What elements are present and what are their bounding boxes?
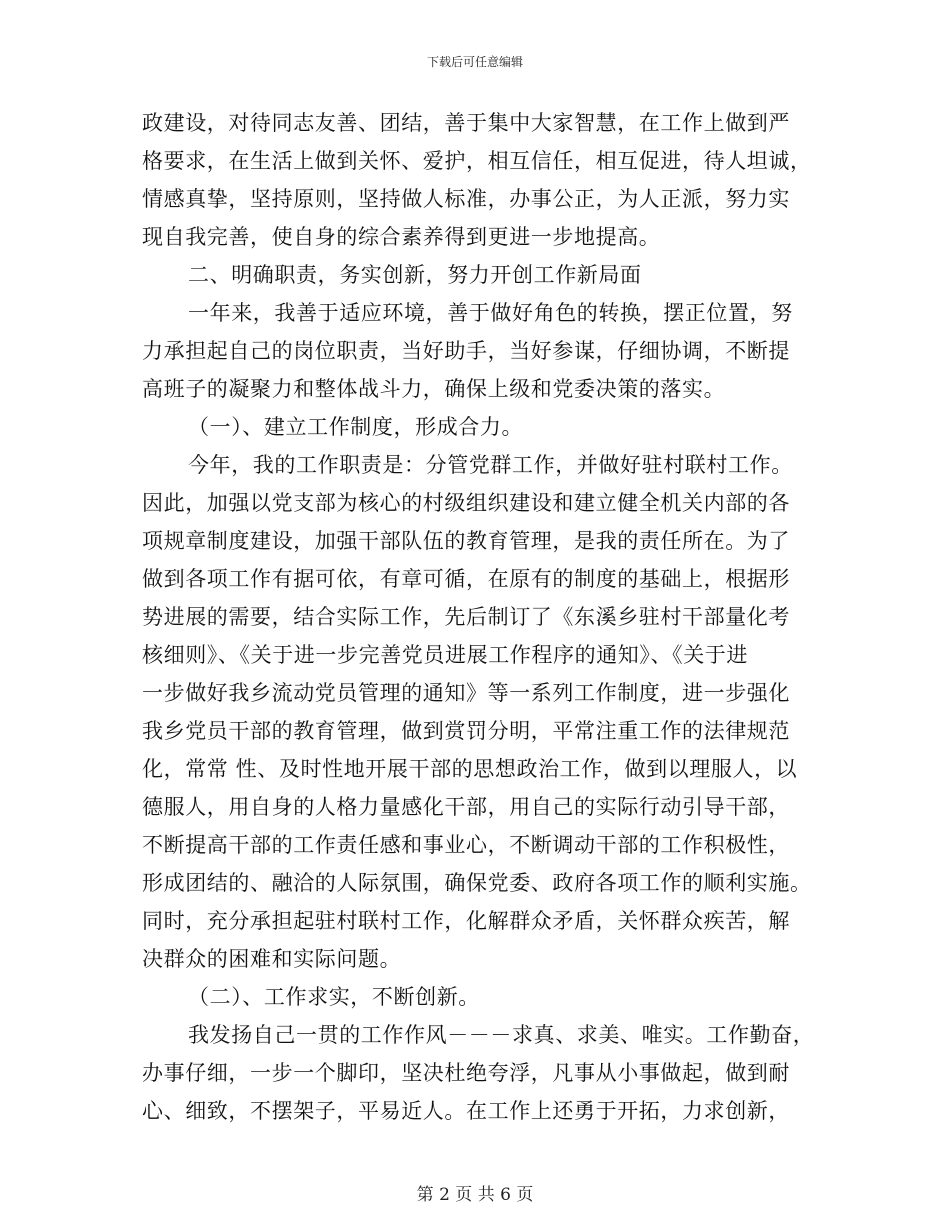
page-header: 下载后可任意编辑	[426, 55, 523, 69]
text-line: 办事仔细，一步一个脚印，坚决杜绝夸浮，凡事从小事做起，做到耐	[142, 1061, 790, 1085]
text-line: 化，常常 性、及时性地开展干部的思想政治工作，做到以理服人，以	[142, 757, 798, 781]
page-footer: 第 2 页 共 6 页	[416, 1185, 534, 1205]
text-line: 德服人，用自身的人格力量感化干部，用自己的实际行动引导干部，	[142, 795, 790, 819]
text-line: 力承担起自己的岗位职责，当好助手，当好参谋，仔细协调，不断提	[142, 339, 790, 363]
text-line: 现自我完善，使自身的综合素养得到更进一步地提高。	[142, 225, 661, 249]
text-line: 项规章制度建设，加强干部队伍的教育管理，是我的责任所在。为了	[142, 529, 790, 553]
text-line: 形成团结的、融洽的人际氛围，确保党委、政府各项工作的顺利实施。	[142, 871, 812, 895]
text-line: 因此，加强以党支部为核心的村级组织建设和建立健全机关内部的各	[142, 491, 790, 515]
text-line: 情感真挚，坚持原则，坚持做人标准，办事公正，为人正派，努力实	[142, 187, 790, 211]
text-line: 一步做好我乡流动党员管理的通知》等一系列工作制度，进一步强化	[142, 681, 790, 705]
document-body	[142, 104, 818, 1130]
text-line: 核细则》、《关于进一步完善党员进展工作程序的通知》、《关于进	[142, 643, 748, 667]
section-heading: 二、明确职责，务实创新，努力开创工作新局面	[188, 263, 642, 287]
text-line: 做到各项工作有据可依，有章可循，在原有的制度的基础上，根据形	[142, 567, 790, 591]
text-line: 政建设，对待同志友善、团结，善于集中大家智慧，在工作上做到严	[142, 111, 790, 135]
text-line: 格要求，在生活上做到关怀、爱护，相互信任，相互促进，待人坦诚，	[142, 149, 812, 173]
text-line: 心、细致，不摆架子，平易近人。在工作上还勇于开拓，力求创新，	[142, 1099, 790, 1123]
text-line: 决群众的困难和实际问题。	[142, 947, 402, 971]
text-line: 一年来，我善于适应环境，善于做好角色的转换，摆正位置，努	[188, 301, 793, 325]
text-line: 我乡党员干部的教育管理，做到赏罚分明，平常注重工作的法律规范	[142, 719, 790, 743]
text-line: 今年，我的工作职责是：分管党群工作，并做好驻村联村工作。	[188, 453, 793, 477]
text-line: 势进展的需要，结合实际工作，先后制订了《东溪乡驻村干部量化考	[142, 605, 790, 629]
subsection-heading: （二）、工作求实，不断创新。	[188, 985, 480, 1009]
text-line: 同时，充分承担起驻村联村工作，化解群众矛盾，关怀群众疾苦，解	[142, 909, 790, 933]
text-line: 我发扬自己一贯的工作作风－－－求真、求美、唯实。工作勤奋，	[188, 1023, 815, 1047]
subsection-heading: （一）、建立工作制度，形成合力。	[188, 415, 524, 439]
text-line: 不断提高干部的工作责任感和事业心，不断调动干部的工作积极性，	[142, 833, 790, 857]
text-line: 高班子的凝聚力和整体战斗力，确保上级和党委决策的落实。	[142, 377, 726, 401]
